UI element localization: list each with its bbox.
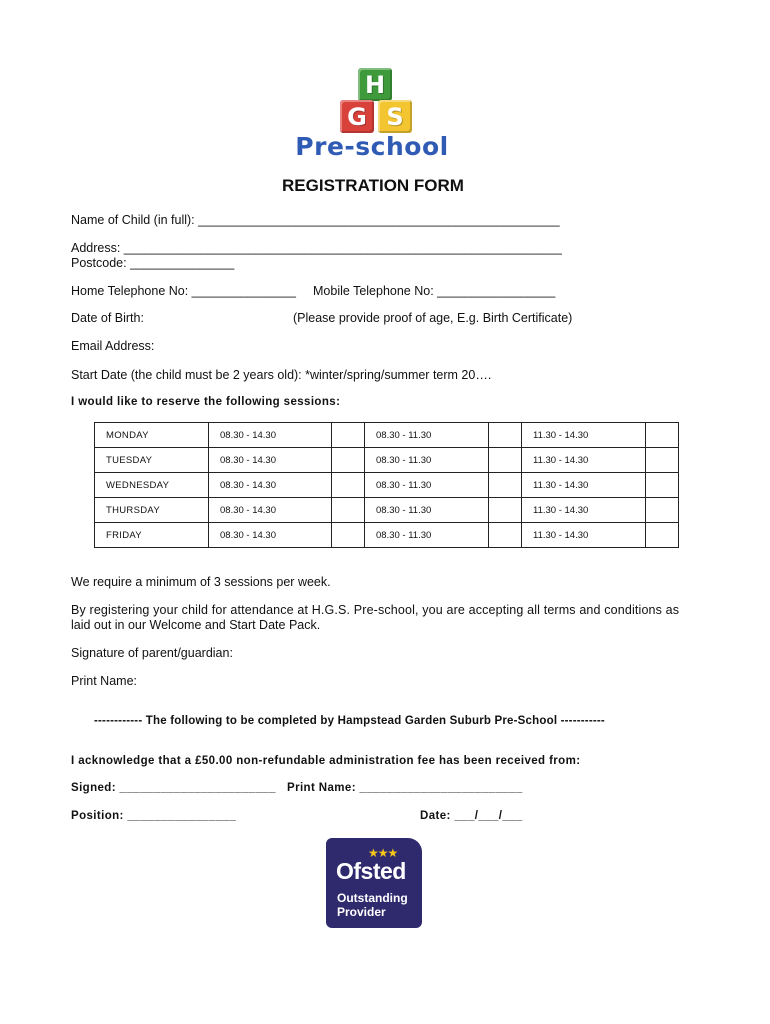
session-time-afternoon: 11.30 - 14.30 [522,473,646,498]
dob-note: (Please provide proof of age, E.g. Birth Certificate) [293,311,573,325]
session-row [95,523,679,548]
session-checkbox-full-day[interactable] [332,448,365,473]
ofsted-grade-line-1: Outstanding [337,891,408,905]
office-position-field[interactable]: Position: ________________ [71,810,237,822]
office-date-field[interactable]: Date: ___/___/___ [420,810,523,822]
session-row [95,473,679,498]
email-field[interactable]: Email Address: [71,339,155,353]
logo-block-s: S [378,100,412,133]
session-checkbox-morning[interactable] [489,423,522,448]
session-day: FRIDAY [95,523,209,548]
terms-line-1: By registering your child for attendance at H.G.S. Pre-school, you are accepting all terms and conditions as [71,603,680,617]
session-day: WEDNESDAY [95,473,209,498]
sessions-heading: I would like to reserve the following sessions: [71,396,341,408]
session-row [95,423,679,448]
session-checkbox-morning[interactable] [489,473,522,498]
session-checkbox-afternoon[interactable] [646,498,679,523]
session-time-afternoon: 11.30 - 14.30 [522,523,646,548]
session-time-full-day: 08.30 - 14.30 [209,523,332,548]
ofsted-name: Ofsted [336,858,406,884]
ofsted-stars-icon: ★★★ [368,846,398,860]
fee-acknowledgement: I acknowledge that a £50.00 non-refundable administration fee has been received from: [71,755,581,767]
session-time-afternoon: 11.30 - 14.30 [522,498,646,523]
start-date-field[interactable]: Start Date (the child must be 2 years old): *winter/spring/summer term 20…. [71,368,492,382]
office-print-name-field[interactable]: Print Name: ________________________ [287,782,523,794]
session-time-morning: 08.30 - 11.30 [365,523,489,548]
session-time-full-day: 08.30 - 14.30 [209,423,332,448]
session-time-morning: 08.30 - 11.30 [365,473,489,498]
address-field[interactable]: Address: _______________________________________________________________ [71,241,562,255]
logo-block-h: H [358,68,392,101]
session-checkbox-morning[interactable] [489,523,522,548]
office-use-divider: ------------ The following to be completed by Hampstead Garden Suburb Pre-School ----------- [94,715,605,727]
session-time-full-day: 08.30 - 14.30 [209,448,332,473]
session-time-morning: 08.30 - 11.30 [365,498,489,523]
session-checkbox-afternoon[interactable] [646,423,679,448]
dob-field[interactable]: Date of Birth: [71,311,144,325]
mobile-phone-field[interactable]: Mobile Telephone No: _________________ [313,284,556,298]
session-checkbox-morning[interactable] [489,448,522,473]
session-time-morning: 08.30 - 11.30 [365,423,489,448]
ofsted-grade-line-2: Provider [337,905,386,919]
session-row [95,448,679,473]
session-time-morning: 08.30 - 11.30 [365,448,489,473]
session-checkbox-afternoon[interactable] [646,523,679,548]
session-checkbox-full-day[interactable] [332,498,365,523]
session-time-full-day: 08.30 - 14.30 [209,473,332,498]
office-signed-field[interactable]: Signed: _______________________ [71,782,276,794]
child-name-field[interactable]: Name of Child (in full): ____________________________________________________ [71,213,560,227]
preschool-logo [292,66,452,162]
session-time-afternoon: 11.30 - 14.30 [522,448,646,473]
session-checkbox-full-day[interactable] [332,523,365,548]
session-checkbox-full-day[interactable] [332,423,365,448]
home-phone-field[interactable]: Home Telephone No: _______________ [71,284,296,298]
session-row [95,498,679,523]
session-checkbox-afternoon[interactable] [646,448,679,473]
terms-line-2: laid out in our Welcome and Start Date Pack. [71,618,321,632]
session-checkbox-morning[interactable] [489,498,522,523]
session-day: THURSDAY [95,498,209,523]
session-checkbox-full-day[interactable] [332,473,365,498]
sessions-table [94,422,679,548]
postcode-field[interactable]: Postcode: _______________ [71,256,235,270]
signature-field[interactable]: Signature of parent/guardian: [71,646,233,660]
logo-block-g: G [340,100,374,133]
print-name-field[interactable]: Print Name: [71,674,137,688]
ofsted-badge [326,838,422,928]
session-time-afternoon: 11.30 - 14.30 [522,423,646,448]
minimum-sessions-note: We require a minimum of 3 sessions per week. [71,575,331,589]
session-day: MONDAY [95,423,209,448]
logo-text: Pre-school [295,132,449,161]
session-time-full-day: 08.30 - 14.30 [209,498,332,523]
session-day: TUESDAY [95,448,209,473]
page-title: REGISTRATION FORM [282,176,464,195]
session-checkbox-afternoon[interactable] [646,473,679,498]
